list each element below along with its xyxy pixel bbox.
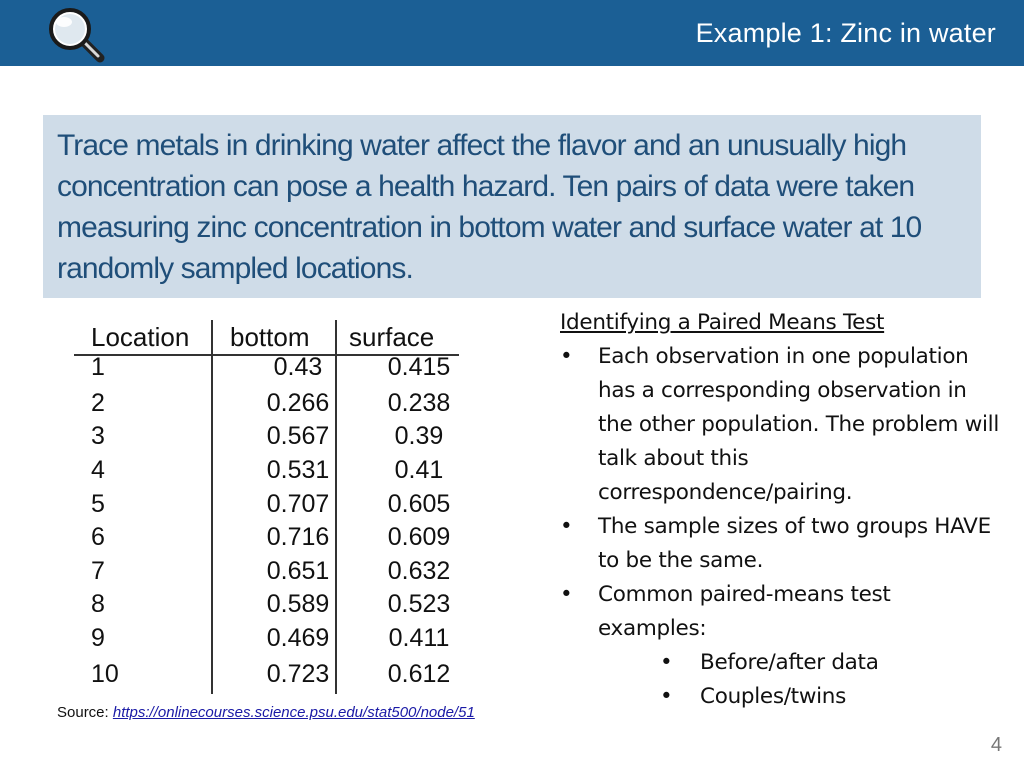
location-cell: 8 xyxy=(91,590,105,618)
examples-list xyxy=(560,646,1000,714)
paired-means-panel xyxy=(560,306,1000,714)
table-header xyxy=(74,320,459,356)
table-row xyxy=(74,590,459,620)
location-cell: 9 xyxy=(91,624,105,652)
source-label: Source: xyxy=(57,704,109,721)
surface-cell: 0.39 xyxy=(394,422,444,450)
bottom-cell: 0.651 xyxy=(266,557,330,585)
surface-cell: 0.612 xyxy=(387,660,451,688)
list-item: • Each observation in one population has a corresponding observation in the other population. The problem will talk about this correspondence/pairing. xyxy=(560,340,1000,510)
surface-cell: 0.523 xyxy=(387,590,451,618)
slide-title: Example 1: Zinc in water xyxy=(695,18,996,48)
surface-cell: 0.415 xyxy=(387,353,451,381)
location-cell: 4 xyxy=(91,456,105,484)
location-cell: 1 xyxy=(91,353,105,381)
source-link[interactable]: https://onlinecourses.science.psu.edu/stat500/node/51 xyxy=(112,704,475,721)
magnifying-glass-icon xyxy=(44,4,108,64)
table-row xyxy=(74,557,459,587)
intro-text: Trace metals in drinking water affect the flavor and an unusually high concentration can pose a health hazard. Ten pairs of data were taken measuring zinc concentration in bottom water and surface water at 10 randomly sampled locations. xyxy=(57,129,922,285)
bottom-cell: 0.266 xyxy=(266,389,330,417)
location-cell: 2 xyxy=(91,389,105,417)
surface-cell: 0.238 xyxy=(387,389,451,417)
table-row xyxy=(74,456,459,486)
header-location: Location xyxy=(91,322,190,352)
table-row xyxy=(74,660,459,690)
bottom-cell: 0.531 xyxy=(266,456,330,484)
intro-box xyxy=(43,115,981,298)
bottom-cell: 0.469 xyxy=(266,624,330,652)
bottom-cell: 0.716 xyxy=(266,523,330,551)
table-row xyxy=(74,389,459,419)
bottom-cell: 0.707 xyxy=(266,490,330,518)
bottom-cell: 0.589 xyxy=(266,590,330,618)
location-cell: 5 xyxy=(91,490,105,518)
list-item: • Common paired-means test examples: xyxy=(560,578,1000,646)
location-cell: 3 xyxy=(91,422,105,450)
list-item: • The sample sizes of two groups HAVE to be the same. xyxy=(560,510,1000,578)
surface-cell: 0.632 xyxy=(387,557,451,585)
table-row xyxy=(74,490,459,520)
list-item: • Before/after data xyxy=(560,646,1000,680)
table-row xyxy=(74,422,459,452)
surface-cell: 0.411 xyxy=(388,624,450,652)
paired-means-title: Identifying a Paired Means Test xyxy=(560,310,885,335)
header-bar xyxy=(0,0,1024,66)
header-surface: surface xyxy=(349,322,435,352)
bottom-cell: 0.567 xyxy=(266,422,330,450)
page-number: 4 xyxy=(990,734,1002,756)
location-cell: 10 xyxy=(91,660,119,688)
surface-cell: 0.609 xyxy=(387,523,451,551)
location-cell: 6 xyxy=(91,523,105,551)
table-row xyxy=(74,353,459,383)
surface-cell: 0.41 xyxy=(394,456,444,484)
surface-cell: 0.605 xyxy=(387,490,451,518)
paired-criteria-list xyxy=(560,340,1000,646)
bottom-cell: 0.43 xyxy=(273,353,323,381)
location-cell: 7 xyxy=(91,557,105,585)
header-bottom: bottom xyxy=(230,322,310,352)
source-citation xyxy=(57,704,475,721)
list-item: • Couples/twins xyxy=(560,680,1000,714)
bottom-cell: 0.723 xyxy=(266,660,330,688)
table-row xyxy=(74,624,459,654)
table-row xyxy=(74,523,459,553)
